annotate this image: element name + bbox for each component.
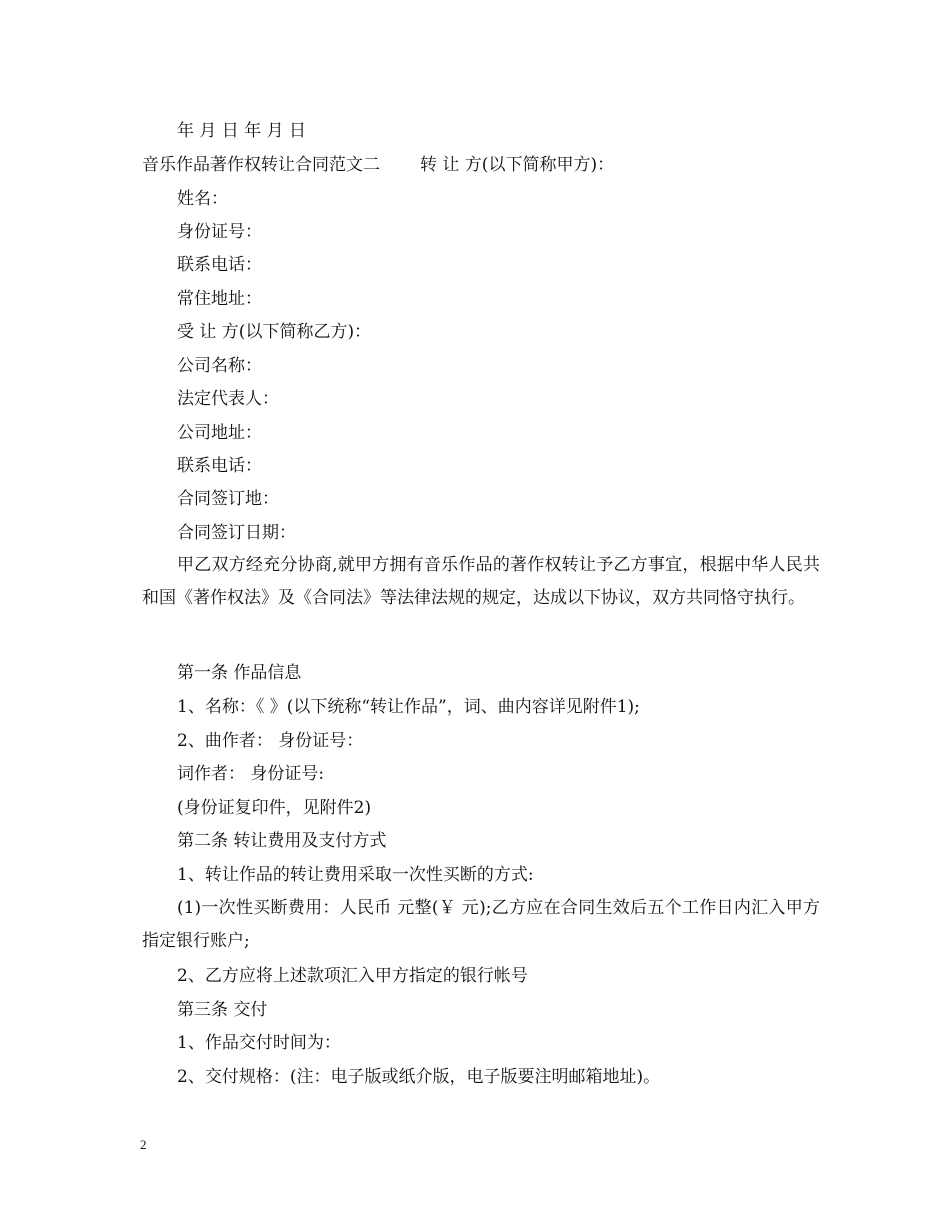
article1-heading: 第一条 作品信息 <box>177 663 302 683</box>
article3-heading: 第三条 交付 <box>177 1000 268 1020</box>
article1-item-name: 1、名称：《 》(以下统称“转让作品”，词、曲内容详见附件1); <box>177 697 640 717</box>
article3-item2: 2、交付规格：(注：电子版或纸介版，电子版要注明邮箱地址)。 <box>177 1067 661 1087</box>
title-line <box>142 153 822 177</box>
document-title: 音乐作品著作权转让合同范文二 <box>142 155 380 175</box>
transferee-field-address: 公司地址： <box>177 423 262 443</box>
transferee-field-phone: 联系电话： <box>177 456 262 476</box>
article1-item-lyricist: 词作者： 身份证号: <box>177 764 325 784</box>
contract-place: 合同签订地： <box>177 489 279 509</box>
date-line: 年 月 日 年 月 日 <box>177 121 307 141</box>
contract-date: 合同签订日期： <box>177 523 296 543</box>
article2-heading: 第二条 转让费用及支付方式 <box>177 831 387 851</box>
transferor-field-phone: 联系电话： <box>177 255 262 275</box>
article2-item1-sub: (1)一次性买断费用：人民币 元整(￥ 元);乙方应在合同生效后五个工作日内汇入甲方指定银行账户; <box>142 898 820 951</box>
article1-item-composer: 2、曲作者： 身份证号： <box>177 731 364 751</box>
transferor-field-name: 姓名： <box>177 189 228 209</box>
article3-item1: 1、作品交付时间为： <box>177 1033 341 1053</box>
page-number: 2 <box>140 1137 147 1152</box>
transferee-field-representative: 法定代表人： <box>177 389 279 409</box>
article2-item2: 2、乙方应将上述款项汇入甲方指定的银行帐号 <box>177 966 528 986</box>
article1-item-idcopy: (身份证复印件，见附件2) <box>177 798 372 818</box>
transferor-field-address: 常住地址： <box>177 289 262 309</box>
transferor-field-id: 身份证号： <box>177 222 262 242</box>
preamble-paragraph: 甲乙双方经充分协商,就甲方拥有音乐作品的著作权转让予乙方事宜，根据中华人民共和国《著作权法》及《合同法》等法律法规的规定，达成以下协议，双方共同恪守执行。 <box>142 555 820 608</box>
transferor-heading: 转 让 方(以下简称甲方)： <box>420 155 615 175</box>
transferee-field-company: 公司名称： <box>177 356 262 376</box>
article2-item1: 1、转让作品的转让费用采取一次性买断的方式: <box>177 865 534 885</box>
transferee-heading: 受 让 方(以下简称乙方)： <box>177 322 372 342</box>
